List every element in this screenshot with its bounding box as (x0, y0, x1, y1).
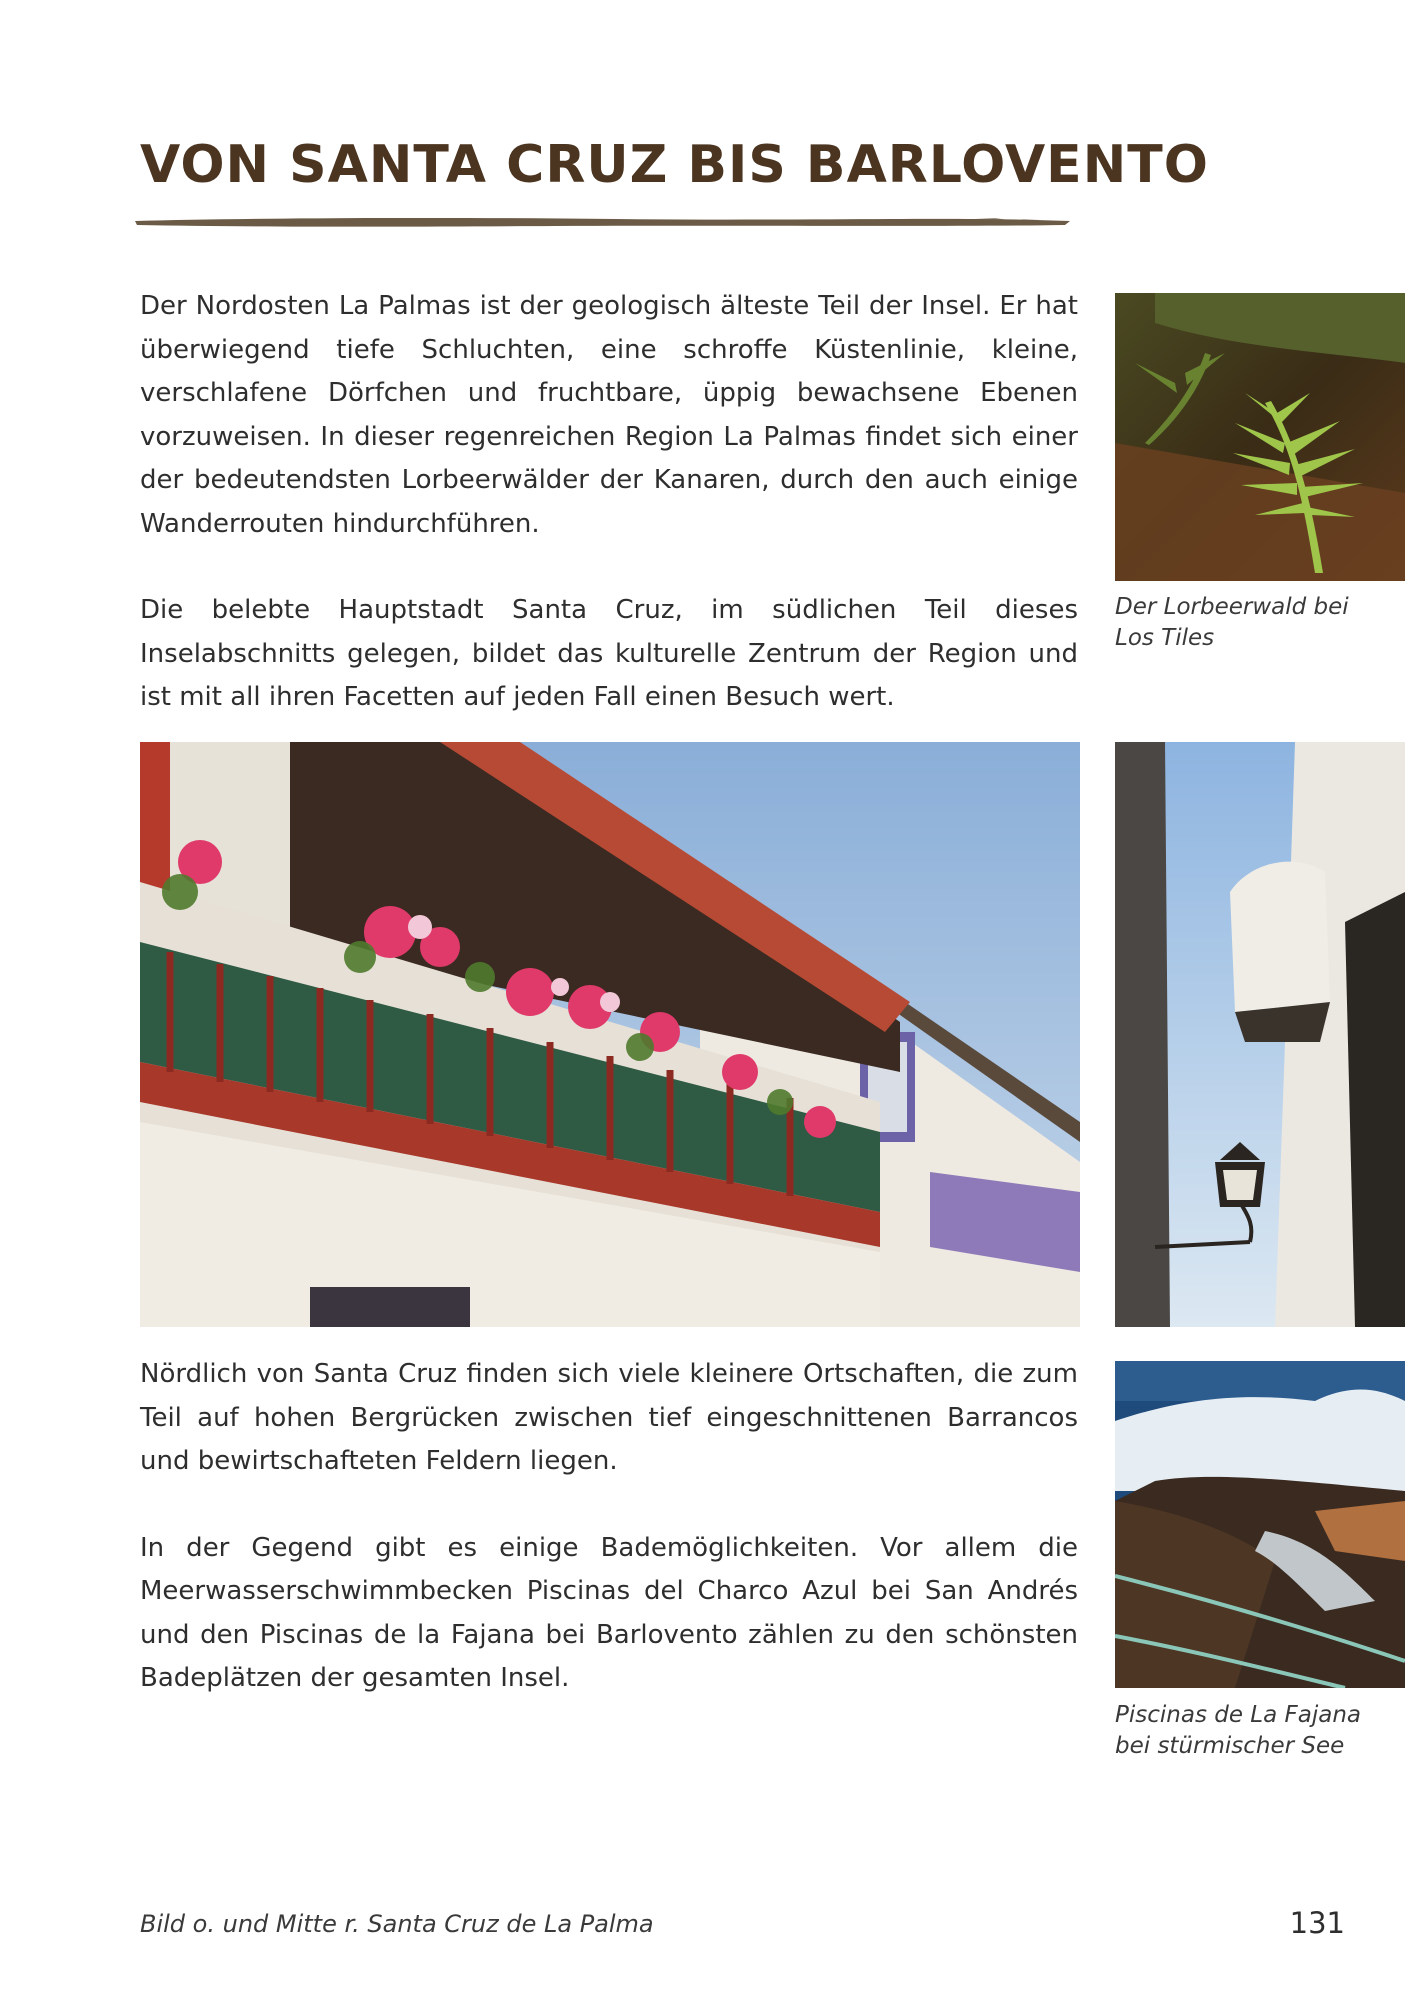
street-lantern-photo (1115, 742, 1405, 1327)
paragraph: Die belebte Hauptstadt Santa Cruz, im südlichen Teil dieses Inselabschnitts gelegen, bildet das kulturelle Zentrum der Region und ist mit all ihren Facetten auf jeden Fall einen Besuch wert. (140, 595, 1078, 712)
paragraph: Nördlich von Santa Cruz finden sich viele kleinere Ortschaften, die zum Teil auf hohen Bergrücken zwischen tief eingeschnittenen Barrancos und bewirtschafteten Feldern liegen. (140, 1359, 1078, 1476)
stormy-sea-photo (1115, 1361, 1405, 1688)
caption-line: bei stürmischer See (1115, 1733, 1345, 1759)
title-brush-rule (135, 212, 1070, 232)
photo-credit: Bild o. und Mitte r. Santa Cruz de La Palma (140, 1910, 654, 1938)
caption-line: Los Tiles (1115, 625, 1215, 651)
caption-line: Piscinas de La Fajana (1115, 1702, 1362, 1728)
fern-photo-caption (1115, 592, 1405, 654)
caption-line: Der Lorbeerwald bei (1115, 594, 1349, 620)
balcony-photo (140, 742, 1080, 1327)
page-number: 131 (1289, 1906, 1345, 1940)
fern-forest-photo (1115, 293, 1405, 581)
sea-photo-caption (1115, 1700, 1405, 1762)
intro-text (140, 285, 1078, 720)
page-title: VON SANTA CRUZ BIS BARLOVENTO (140, 135, 1209, 195)
north-text (140, 1353, 1078, 1701)
paragraph: In der Gegend gibt es einige Bademöglichkeiten. Vor allem die Meerwasserschwimmbecken Piscinas del Charco Azul bei San Andrés und den Piscinas de la Fajana bei Barlovento zählen zu den schönsten Badeplätzen der gesamten Insel. (140, 1532, 1078, 1693)
paragraph: Der Nordosten La Palmas ist der geologisch älteste Teil der Insel. Er hat überwiegend tiefe Schluchten, eine schroffe Küstenlinie, kleine, verschlafene Dörfchen und fruchtbare, üppig bewachsene Ebenen vorzuweisen. In dieser regenreichen Region La Palmas findet sich einer der bedeutendsten Lorbeerwälder der Kanaren, durch den auch einige Wanderrouten hindurchführen. (140, 291, 1078, 539)
